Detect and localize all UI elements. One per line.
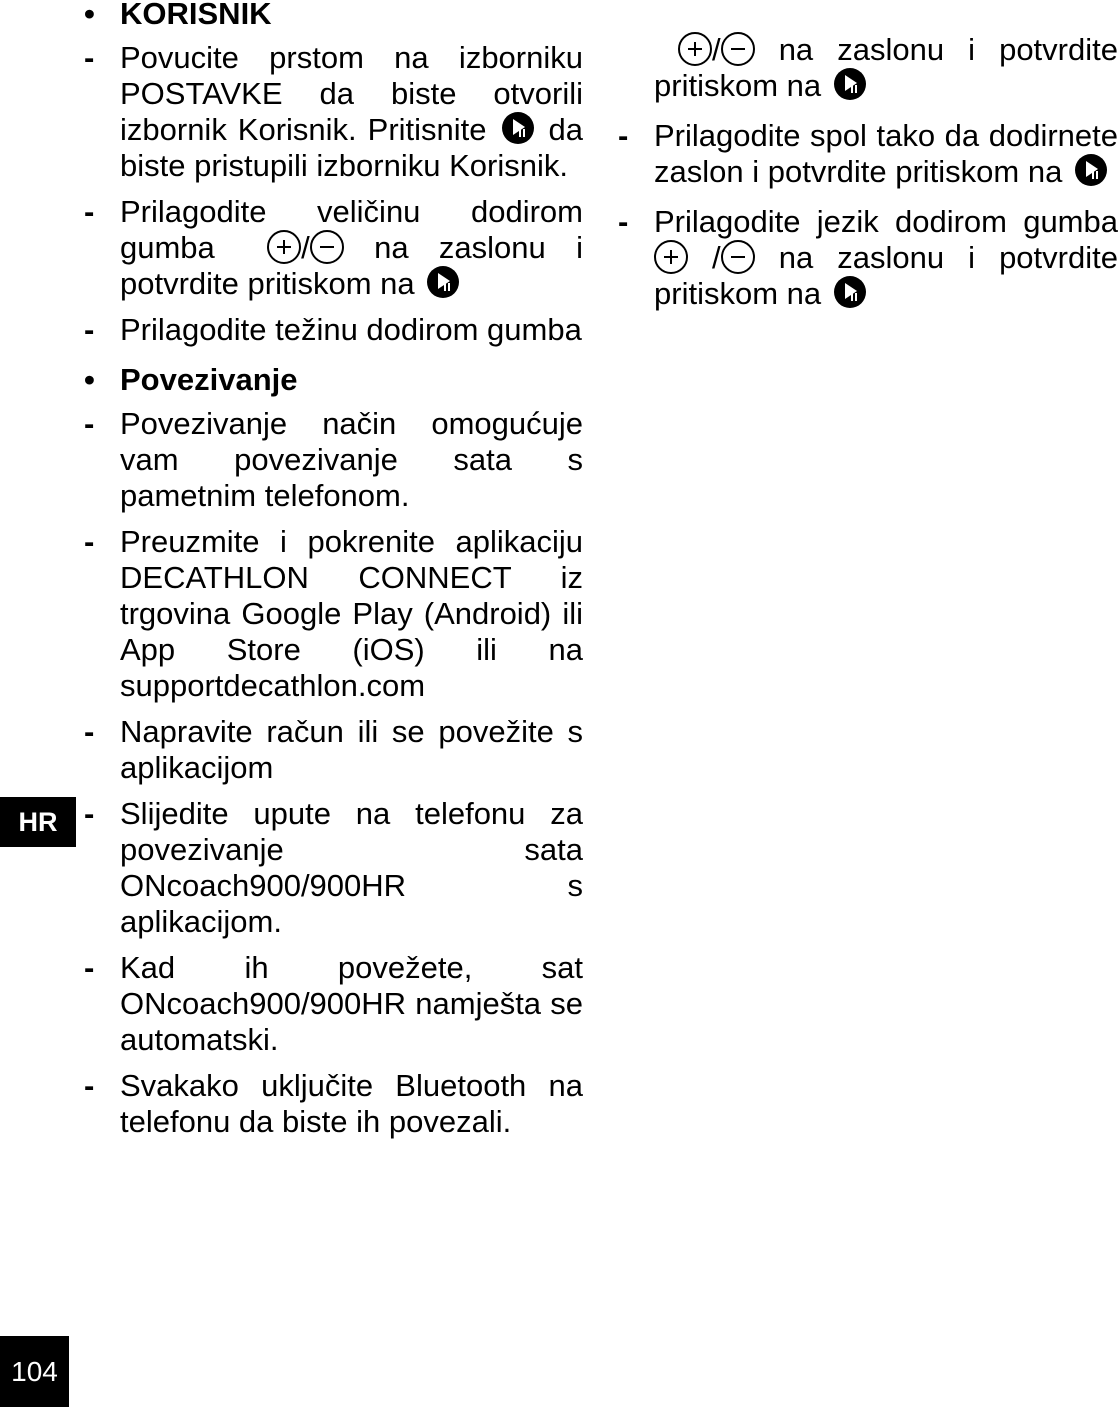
list-item xyxy=(84,194,583,302)
item-text: Prilagodite težinu dodirom gumba xyxy=(120,312,582,347)
page-number: 104 xyxy=(0,1336,69,1407)
dash: - xyxy=(618,204,629,239)
dash: - xyxy=(84,1068,95,1103)
play-pause-button-icon xyxy=(834,68,866,100)
play-pause-button-icon xyxy=(834,276,866,308)
minus-circle-icon xyxy=(721,240,755,274)
list-item xyxy=(84,1068,583,1140)
bullet: • xyxy=(84,362,95,397)
item-text: na zaslonu i potvrdite pritiskom na xyxy=(654,240,1118,311)
right-column xyxy=(618,32,1118,326)
item-text: Povucite prstom na izborniku POSTAVKE da biste otvorili izbornik Korisnik. Pritisnite xyxy=(120,40,583,147)
dash: - xyxy=(618,118,629,153)
list-item xyxy=(84,312,583,348)
section-povezivanje-heading xyxy=(84,362,583,398)
play-pause-button-icon xyxy=(502,112,534,144)
bullet: • xyxy=(84,0,95,31)
section-korisnik-heading xyxy=(84,0,583,32)
list-item xyxy=(84,796,583,940)
play-pause-button-icon xyxy=(427,266,459,298)
item-text: na zaslonu i potvrdite pritiskom na xyxy=(654,32,1118,103)
item-text: na zaslonu i potvrdite pritiskom na xyxy=(120,230,583,301)
list-item xyxy=(618,118,1118,190)
item-text: Kad ih povežete, sat ONcoach900/900HR namješta se automatski. xyxy=(120,950,583,1057)
plus-circle-icon xyxy=(654,240,688,274)
slash: / xyxy=(712,32,721,67)
dash: - xyxy=(84,796,95,831)
dash: - xyxy=(84,312,95,347)
item-text: Svakako uključite Bluetooth na telefonu da biste ih povezali. xyxy=(120,1068,583,1139)
left-column xyxy=(84,0,583,1150)
plus-circle-icon xyxy=(678,32,712,66)
item-text: Preuzmite i pokrenite aplikaciju DECATHLON CONNECT iz trgovina Google Play (Android) ili App Store (iOS) ili na supportdecathlon.com xyxy=(120,524,583,703)
list-item xyxy=(618,204,1118,312)
continuation-paragraph xyxy=(618,32,1118,104)
language-tab: HR xyxy=(0,797,76,847)
heading-text: Povezivanje xyxy=(120,362,298,397)
play-pause-button-icon xyxy=(1075,154,1107,186)
item-text: Slijedite upute na telefonu za povezivanje sata ONcoach900/900HR s aplikacijom. xyxy=(120,796,583,939)
list-item xyxy=(84,950,583,1058)
item-text: Prilagodite spol tako da dodirnete zaslon i potvrdite pritiskom na xyxy=(654,118,1118,189)
dash: - xyxy=(84,524,95,559)
minus-circle-icon xyxy=(310,230,344,264)
item-text: Prilagodite jezik dodirom gumba xyxy=(654,204,1118,239)
dash: - xyxy=(84,40,95,75)
dash: - xyxy=(84,714,95,749)
item-text: Napravite račun ili se povežite s aplikacijom xyxy=(120,714,583,785)
list-item xyxy=(84,524,583,704)
heading-text: KORISNIK xyxy=(120,0,272,31)
slash: / xyxy=(712,240,721,275)
dash: - xyxy=(84,194,95,229)
list-item xyxy=(84,406,583,514)
item-text: da biste pristupili izborniku Korisnik. xyxy=(120,112,583,183)
item-text: Prilagodite veličinu dodirom gumba xyxy=(120,194,583,265)
plus-circle-icon xyxy=(267,230,301,264)
dash: - xyxy=(84,406,95,441)
dash: - xyxy=(84,950,95,985)
minus-circle-icon xyxy=(721,32,755,66)
list-item xyxy=(84,714,583,786)
item-text: Povezivanje način omogućuje vam povezivanje sata s pametnim telefonom. xyxy=(120,406,583,513)
slash: / xyxy=(301,230,310,265)
list-item xyxy=(84,40,583,184)
